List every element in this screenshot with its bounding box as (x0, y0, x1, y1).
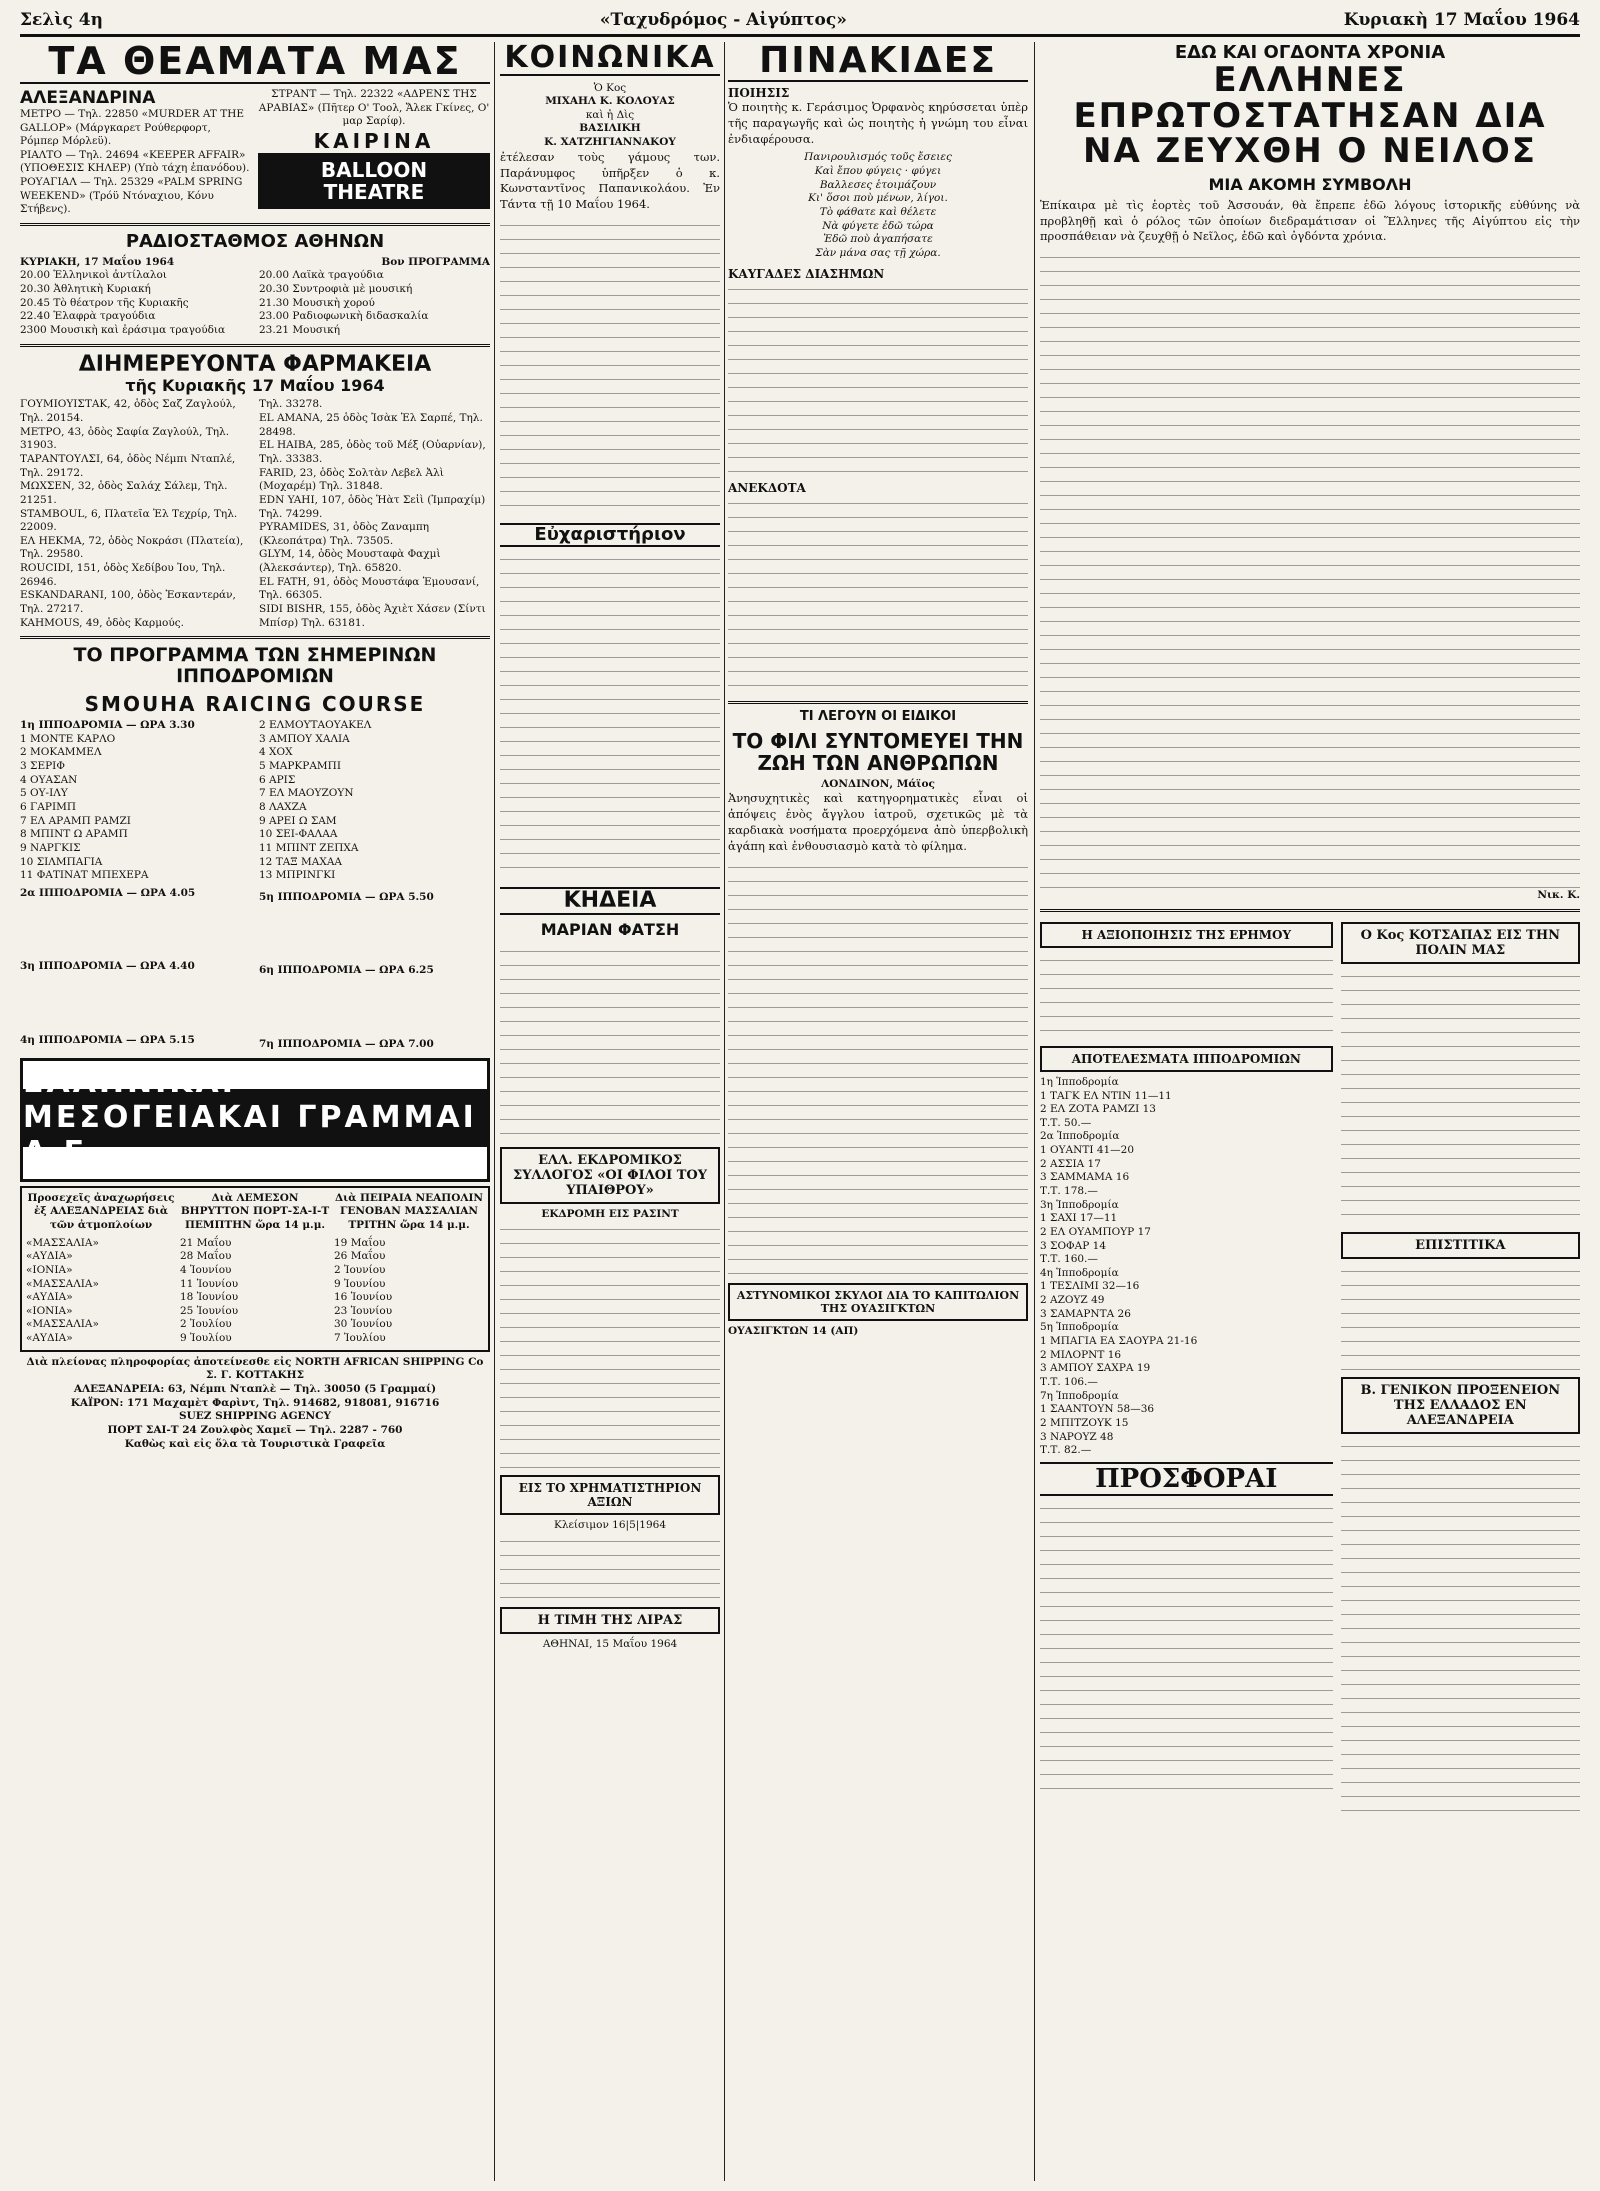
pharmacy-item: ΕΛ ΗΕΚΜΑ, 72, ὁδὸς Νοκράσι (Πλατεία), Τηλ. 29580. (20, 534, 244, 561)
ship-name: «ΑΥΔΙΑ» (26, 1332, 73, 1345)
newspaper-name: «Ταχυδρόμος - Αἰγύπτος» (599, 10, 847, 30)
race-runner: 12 ΤΑΞ ΜΑΧΑΑ (259, 855, 342, 868)
kideia-title: ΚΗΔΕΙΑ (500, 887, 720, 915)
date-list (180, 1237, 330, 1346)
pharmacy-item: PYRAMIDES, 31, ὁδὸς Ζαναμπη (Κλεοπάτρα) Τηλ. 73505. (259, 521, 430, 547)
race-runner: 5 ΟΥ-ΙΛΥ (20, 787, 68, 800)
radio-item: 20.00 Λαϊκὰ τραγούδια (259, 269, 384, 282)
nile-kicker: ΕΔΩ ΚΑΙ ΟΓΔΟΝΤΑ ΧΡΟΝΙΑ (1174, 42, 1446, 63)
body-text-block (1040, 1500, 1333, 1800)
wedding-text: ἐτέλεσαν τοὺς γάμους των. Παράνυμφος ὑπῆρξεν ὁ κ. Κωνσταντῖνος Παπανικολάου. Ἐν Τάντα τῇ 10 Μαΐου 1964. (500, 149, 720, 212)
race-heading: 5η ΙΠΠΟΔΡΟΜΙΑ — ΩΡΑ 5.50 (259, 890, 434, 903)
departure-date: 18 Ἰουνίου (180, 1291, 239, 1304)
ship-list (26, 1237, 176, 1346)
bourse-title: ΕΙΣ ΤΟ ΧΡΗΜΑΤΙΣΤΗΡΙΟΝ ΑΞΙΩΝ (500, 1475, 720, 1515)
pharmacy-item: EL HAIBA, 285, ὁδὸς τοῦ Μέξ (Οὐαρνίαν), Τηλ. 33383. (259, 439, 486, 465)
shipping-cairo: ΚΑΪΡΟΝ: 171 Μαχαμὲτ Φαρὶντ, Τηλ. 914682, 918081, 916716 (70, 1396, 440, 1409)
cinema-item: ΣΤΡΑΝΤ — Τηλ. 22322 «ΑΔΡΕΝΣ ΤΗΣ ΑΡΑΒΙΑΣ» (Πῆτερ Ο' Τοολ, Ἄλεκ Γκίνες, Ο' μαρ Σαρίφ). (258, 87, 490, 128)
shipping-address: ΑΛΕΞΑΝΔΡΕΙΑ: 63, Νέμπι Νταπλὲ — Τηλ. 30050 (5 Γραμμαί) (73, 1383, 437, 1396)
poem-line: Τὸ φάθατε καὶ θέλετε (819, 205, 937, 218)
gold-date: ΑΘΗΝΑΙ, 15 Μαΐου 1964 (542, 1638, 678, 1650)
result-row: 3 ΣΟΦΑΡ 14 (1040, 1239, 1107, 1252)
result-row: 2 ΜΠΙΤΖΟΥΚ 15 (1040, 1416, 1129, 1429)
nile-byline: Νικ. Κ. (1537, 889, 1580, 902)
nile-headline: ΕΛΛΗΝΕΣ ΕΠΡΩΤΟΣΤΑΤΗΣΑΝ ΔΙΑ ΝΑ ΖΕΥΧΘΗ Ο ΝΕΙΛΟΣ (1073, 60, 1547, 172)
result-row: 2 ΕΛ ΟΥΑΜΠΟΥΡ 17 (1040, 1225, 1151, 1238)
pharmacy-item: EL AMANA, 25 ὁδὸς Ἰσὰκ Ἐλ Σαρπέ, Τηλ. 28498. (259, 412, 483, 438)
result-row: 2 ΑΣΣΙΑ 17 (1040, 1157, 1101, 1170)
alexandria-heading: ΑΛΕΞΑΝΔΡΙΝΑ (20, 87, 156, 108)
radio-date: ΚΥΡΙΑΚΗ, 17 Μαΐου 1964 (20, 255, 175, 268)
pharmacies-title: ΔΙΗΜΕΡΕΥΟΝΤΑ ΦΑΡΜΑΚΕΙΑ (78, 351, 432, 377)
result-row: 1 ΣΑΑΝΤΟΥΝ 58—36 (1040, 1403, 1155, 1416)
race-runner: 2 ΜΟΚΑΜΜΕΛ (20, 746, 102, 759)
poem-line: Σὰν μάνα σας τῇ χώρα. (815, 246, 941, 259)
departure-date: 26 Μαΐου (334, 1250, 386, 1263)
race-runner: 7 ΕΛ ΜΑΟΥΖΟΥΝ (259, 787, 354, 800)
departure-date: 23 Ἰουνίου (334, 1304, 393, 1317)
result-row: 2 ΑΖΟΥΖ 49 (1040, 1294, 1105, 1307)
race-runner: 11 ΜΠΙΝΤ ΖΕΠΧΑ (259, 841, 359, 854)
race-runner: 1 ΜΟΝΤΕ ΚΑΡΛΟ (20, 732, 116, 745)
pharmacy-item: GLYM, 14, ὁδὸς Μουσταφὰ Φαχμὶ (Ἀλεκσάντερ), Τηλ. 65820. (259, 548, 441, 575)
kideia-name: ΜΑΡΙΑΝ ΦΑΤΣΗ (540, 920, 680, 940)
column-koinonika (500, 42, 720, 2181)
race-runner: 4 ΟΥΑΣΑΝ (20, 773, 78, 786)
shipping-company-name: ΕΛΛΗΝΙΚΑΙ ΜΕΣΟΓΕΙΑΚΑΙ ΓΡΑΜΜΑΙ Α.Ε. (23, 1089, 487, 1147)
club-subtitle: ΕΚΔΡΟΜΗ ΕΙΣ ΡΑΣΙΝΤ (541, 1207, 679, 1220)
epistolika-title: ΕΠΙΣΤΙΤΙΚΑ (1341, 1232, 1580, 1259)
result-row: 1η Ἱπποδρομία (1040, 1075, 1119, 1088)
prosfores-title: ΠΡΟΣΦΟΡΑΙ (1040, 1462, 1333, 1496)
result-row: 3η Ἱπποδρομία (1040, 1198, 1119, 1211)
shipping-port: ΠΟΡΤ ΣΑΙ-Τ 24 Ζουλφὸς Χαμεῖ — Τηλ. 2287 - 760 (107, 1423, 403, 1436)
kairina-heading: ΚΑΙΡΙΝΑ (313, 128, 435, 153)
body-text-block (1341, 968, 1580, 1228)
departure-date: 9 Ἰουλίου (180, 1332, 232, 1345)
wedding-line: Ὁ Κος (593, 81, 627, 94)
race-heading: 7η ΙΠΠΟΔΡΟΜΙΑ — ΩΡΑ 7.00 (259, 1038, 434, 1051)
schedule-col-header: Προσεχεῖς ἀναχωρήσεις ἐξ ΑΛΕΞΑΝΔΡΕΙΑΣ διὰ τῶν ἀτμοπλοίων (27, 1191, 175, 1231)
subsection-title: ΚΑΥΓΑΔΕΣ ΔΙΑΣΗΜΩΝ (728, 266, 885, 281)
race-heading: 4η ΙΠΠΟΔΡΟΜΙΑ — ΩΡΑ 5.15 (20, 1034, 195, 1047)
dateline: ΟΥΑΣΙΓΚΤΩΝ 14 (ΑΠ) (728, 1324, 859, 1337)
race-runner: 10 ΣΕΙ-ΦΑΛΑΑ (259, 828, 338, 841)
cinema-item: ΜΕΤΡΟ — Τηλ. 22850 «ΜURDER AT THE GALLOP» (Μάργκαρετ Ρούθερφορτ, Ρόμπερ Μόρλεϋ). (20, 107, 245, 148)
cinema-item: ΡΟΥΑΓΙΑΛ — Τηλ. 25329 «PALM SPRING WEEKEND» (Τρόϋ Ντόναχιου, Κόνυ Στήβενς). (20, 176, 243, 216)
race-runner: 3 ΑΜΠΟΥ ΧΑΛΙΑ (259, 732, 350, 745)
pharmacy-item: STAMBOUL, 6, Πλατεῖα Ἐλ Τεχρίρ, Τηλ. 22009. (20, 507, 238, 534)
wedding-line: ΜΙΧΑΗΛ Κ. ΚΟΛΟΥΑΣ (545, 95, 675, 108)
departure-date: 25 Ἰουνίου (180, 1304, 239, 1317)
body-text-block (728, 495, 1028, 695)
club-title: ΕΛΛ. ΕΚΔΡΟΜΙΚΟΣ ΣΥΛΛΟΓΟΣ «ΟΙ ΦΙΛΟΙ ΤΟΥ ΥΠΑΙΘΡΟΥ» (500, 1147, 720, 1204)
column-rule (1034, 42, 1035, 2181)
wedding-line: καὶ ἡ Δὶς (585, 108, 635, 121)
wedding-line: Κ. ΧΑΤΖΗΓΙΑΝΝΑΚΟΥ (544, 136, 676, 149)
result-row: 1 ΤΕΣΛΙΜΙ 32—16 (1040, 1280, 1140, 1293)
racing-club: SMOUHA RAICING COURSE (84, 692, 426, 717)
race-runner: 13 ΜΠΡΙΝΓΚΙ (259, 869, 336, 882)
departure-date: 2 Ἰουνίου (334, 1263, 386, 1276)
radio-item: 2300 Μουσικὴ καὶ ἐράσιμα τραγούδια (20, 324, 226, 337)
pharmacies-subtitle: τῆς Κυριακῆς 17 Μαΐου 1964 (125, 375, 385, 395)
subsection-title: ΑΝΕΚΔΟΤΑ (728, 480, 806, 495)
gold-title: Η ΤΙΜΗ ΤΗΣ ΛΙΡΑΣ (500, 1607, 720, 1634)
radio-item: 23.21 Μουσική (259, 324, 340, 337)
pharmacy-item: ROUCIDI, 151, ὁδὸς Χεδίβου Ἰου, Τηλ. 26946. (20, 562, 226, 588)
result-row: 1 ΤΑΓΚ ΕΛ ΝΤΙΝ 11—11 (1040, 1089, 1172, 1102)
body-text-block (500, 1533, 720, 1603)
race-runner: 4 ΧΟΧ (259, 746, 293, 759)
shipping-agent-name: Σ. Γ. ΚΟΤΤΑΚΗΣ (205, 1369, 305, 1382)
pharmacy-item: EL FATH, 91, ὁδὸς Μουστάφα Ἐμουσανί, Τηλ. 66305. (259, 575, 480, 602)
result-row: 7η Ἱπποδρομία (1040, 1389, 1119, 1402)
radio-item: 20.00 Ἑλληνικοὶ ἀντίλαλοι (20, 269, 167, 282)
race-runner: 6 ΑΡΙΣ (259, 773, 296, 786)
result-row: Τ.Τ. 178.— (1040, 1185, 1098, 1197)
kotsapas-title: Ο Κος ΚΟΤΣΑΠΑΣ ΕΙΣ ΤΗΝ ΠΟΛΙΝ ΜΑΣ (1341, 922, 1580, 964)
police-dogs-headline: ΑΣΤΥΝΟΜΙΚΟΙ ΣΚΥΛΟΙ ΔΙΑ ΤΟ ΚΑΠΙΤΩΛΙΟΝ ΤΗΣ ΟΥΑΣΙΓΚΤΩΝ (728, 1283, 1028, 1321)
nile-article-text: Ἐπίκαιρα μὲ τὶς ἑορτὲς τοῦ Ἀσσουάν, θὰ ἔπρεπε ἐδῶ λόγους ἱστορικῆς εὐθύνης νὰ προβληθῇ καὶ ὁ ρόλος τῶν ὁποίων διεδραμάτισαν οἱ Ἕλληνες τῆς Αἰγύπτου εἰς τὴν προσπάθειαν νὰ ζευχθῇ ὁ Νεῖλος, ἐδῶ καὶ ὀγδόντα χρόνια. (1040, 197, 1580, 244)
pharmacy-item: EDN YAHI, 107, ὁδὸς Ἡὰτ Σεἰὶ (Ἰμπραχίμ) Τηλ. 74299. (259, 493, 486, 520)
ship-name: «ΜΑΣΣΑΛΙΑ» (26, 1236, 99, 1249)
radio-item: 20.30 Συντροφιὰ μὲ μουσική (259, 283, 413, 296)
departure-date: 28 Μαΐου (180, 1250, 232, 1263)
result-row: 5η Ἱπποδρομία (1040, 1321, 1119, 1334)
radio-title: ΡΑΔΙΟΣΤΑΘΜΟΣ ΑΘΗΝΩΝ (125, 231, 385, 253)
radio-program-label: Βον ΠΡΟΓΡΑΜΜΑ (381, 255, 490, 268)
body-text-block (1040, 952, 1333, 1042)
pharmacy-item: FARID, 23, ὁδὸς Σολτὰν Λεβελ Ἀλὶ (Μοχαρέμ) Τηλ. 31848. (259, 466, 444, 493)
radio-item: 23.00 Ραδιοφωνικὴ διδασκαλία (259, 310, 429, 323)
section-title-koinonika: ΚΟΙΝΩΝΙΚΑ (500, 42, 720, 76)
shipping-schedule (20, 1186, 490, 1352)
dateline: ΛΟΝΔΙΝΟΝ, Μάϊος (821, 777, 935, 790)
ship-name: «ΙΟΝΙΑ» (26, 1304, 73, 1317)
shipping-agent: Διὰ πλείονας πληροφορίας ἀποτείνεσθε εἰς NORTH AFRICAN SHIPPING Co (26, 1355, 484, 1368)
body-text-block (728, 859, 1028, 1279)
poem-line: Νὰ φύγετε ἐδῶ τώρα (822, 219, 934, 232)
race-runner: 9 ΑΡΕΙ Ω ΣΑΜ (259, 814, 337, 827)
race-runner: 3 ΣΕΡΙΦ (20, 760, 65, 773)
departure-date: 19 Μαΐου (334, 1236, 386, 1249)
body-text-block (500, 217, 720, 517)
result-row: Τ.Τ. 106.— (1040, 1375, 1098, 1388)
race-heading: 1η ΙΠΠΟΔΡΟΜΙΑ — ΩΡΑ 3.30 (20, 719, 195, 732)
column-pinakides (728, 42, 1028, 2181)
schedule-col-header: Διὰ ΛΕΜΕΣΟΝ ΒΗΡΥΤΤΟΝ ΠΟΡΤ-ΣΑ-Ι-Τ ΠΕΜΠΤΗΝ ὥρα 14 μ.μ. (180, 1191, 330, 1231)
poem-line: Βαλλεσες ἑτοιμάζουν (819, 178, 937, 191)
result-row: Τ.Τ. 50.— (1040, 1116, 1092, 1129)
divider (20, 344, 490, 347)
race-runner: 10 ΣΙΛΜΠΑΓΙΑ (20, 855, 103, 868)
departure-date: 4 Ἰουνίου (180, 1263, 232, 1276)
ship-name: «ΑΥΔΙΑ» (26, 1250, 73, 1263)
results-list (1040, 1076, 1333, 1458)
result-row: Τ.Τ. 82.— (1040, 1444, 1092, 1457)
article-text: Ὁ ποιητὴς κ. Γεράσιμος Ὀρφανὸς κηρύσσεται ὑπὲρ τῆς παραγωγῆς καὶ ὡς ποιητὴς ἡ γνώμη του εἶναι ἐνδιαφέρουσα. (728, 99, 1028, 146)
poem-line: Πανιρουλισμός τοῦς ἔσειες (804, 151, 952, 164)
divider (20, 223, 490, 226)
departure-date: 9 Ἰουνίου (334, 1277, 386, 1290)
nile-subhead: ΜΙΑ ΑΚΟΜΗ ΣΥΜΒΟΛΗ (1208, 175, 1412, 195)
radio-item: 20.30 Ἀθλητικὴ Κυριακή (20, 283, 151, 296)
race-runner: 2 ΕΛΜΟΥΤΑΟΥΑΚΕΛ (259, 719, 372, 732)
pharmacy-item: ESKANDARANI, 100, ὁδὸς Ἐσκαντεράν, Τηλ. 27217. (20, 589, 236, 616)
race-heading: 6η ΙΠΠΟΔΡΟΜΙΑ — ΩΡΑ 6.25 (259, 964, 434, 977)
result-row: 3 ΑΜΠΟΥ ΣΑΧΡΑ 19 (1040, 1362, 1151, 1375)
page-header (20, 6, 1580, 37)
section-title-theamata: ΤΑ ΘΕΑΜΑΤΑ ΜΑΣ (20, 42, 490, 84)
body-text-block (500, 1221, 720, 1471)
poem-line: Κι' ὅσοι ποὺ μένων, λίγοι. (808, 192, 948, 205)
thanks-title: Εὐχαριστήριον (500, 523, 720, 547)
ship-name: «ΙΟΝΙΑ» (26, 1263, 73, 1276)
pharmacy-item: ΤΑΡΑΝΤΟΥΛΣΙ, 64, ὁδὸς Νέμπι Νταπλέ, Τηλ. 29172. (20, 453, 236, 479)
eremos-title: Η ΑΞΙΟΠΟΙΗΣΙΣ ΤΗΣ ΕΡΗΜΟΥ (1040, 922, 1333, 948)
poem-line: Ἐδῶ ποὺ ἀγαπήσατε (823, 233, 933, 246)
column-rule (724, 42, 725, 2181)
race-runner: 8 ΛΑΧΖΑ (259, 800, 307, 813)
departure-date: 7 Ἰουλίου (334, 1332, 386, 1345)
result-row: 3 ΣΑΜΜΑΜΑ 16 (1040, 1171, 1130, 1184)
departure-date: 11 Ἰουνίου (180, 1277, 239, 1290)
ship-name: «ΑΥΔΙΑ» (26, 1291, 73, 1304)
poem-line: Καὶ ἔπου φύγεις · φύγει (814, 165, 942, 178)
race-heading: 2α ΙΠΠΟΔΡΟΜΙΑ — ΩΡΑ 4.05 (20, 886, 196, 899)
column-theamata (20, 42, 490, 2181)
result-row: 2 ΜΙΛΟΡΝΤ 16 (1040, 1348, 1122, 1361)
ship-name: «ΜΑΣΣΑΛΙΑ» (26, 1318, 99, 1331)
issue-date: Κυριακὴ 17 Μαΐου 1964 (1343, 10, 1580, 30)
body-text-block (728, 281, 1028, 481)
body-text-block (1341, 1438, 1580, 1818)
departure-date: 2 Ἰουλίου (180, 1318, 232, 1331)
race-runner: 6 ΓΑΡΙΜΠ (20, 800, 77, 813)
date-list (334, 1237, 484, 1346)
shipping-footer: Καθὼς καὶ εἰς ὅλα τὰ Τουριστικὰ Γραφεῖα (124, 1437, 386, 1450)
pharmacy-item: ΓΟΥΜΙΟΥΙΣΤΑΚ, 42, ὁδὸς Σαζ Ζαγλούλ, Τηλ. 20154. (20, 398, 236, 425)
proxeneio-title: Β. ΓΕΝΙΚΟΝ ΠΡΟΞΕΝΕΙΟΝ ΤΗΣ ΕΛΛΑΔΟΣ ΕΝ ΑΛΕΞΑΝΔΡΕΙΑ (1341, 1377, 1580, 1434)
cinema-item: ΡΙΑΛΤΟ — Τηλ. 24694 «KEEPER AFFAIR» (ΥΠΟΘΕΣΙΣ ΚΗΛΕΡ) (Υπὸ τάχη ἐπανόδου). (20, 148, 250, 175)
pharmacy-item: ΜΕΤΡΟ, 43, ὁδὸς Σαφία Ζαγλούλ, Τηλ. 31903. (20, 425, 230, 452)
race-heading: 3η ΙΠΠΟΔΡΟΜΙΑ — ΩΡΑ 4.40 (20, 960, 195, 973)
schedule-col-header: Διὰ ΠΕΙΡΑΙΑ ΝΕΑΠΟΛΙΝ ΓΕΝΟΒΑΝ ΜΑΣΣΑΛΙΑΝ ΤΡΙΤΗΝ ὥρα 14 μ.μ. (334, 1191, 483, 1231)
racing-title: ΤΟ ΠΡΟΓΡΑΜΜΑ ΤΩΝ ΣΗΜΕΡΙΝΩΝ ΙΠΠΟΔΡΟΜΙΩΝ (73, 644, 437, 688)
shipping-suez: SUEZ SHIPPING AGENCY (179, 1410, 331, 1423)
article-text: Ἀνησυχητικὲς καὶ κατηγορηματικὲς εἶναι οἱ ἀπόψεις ἑνὸς ἄγγλου ἰατροῦ, σχετικῶς μὲ τὰ καρδιακὰ νοσήματα προερχόμενα ἀπὸ ὑπερβολικὴ ἀγάπη καὶ ἐνθουσιασμὸ κατὰ τὸ φίλημα. (728, 791, 1028, 854)
body-text-block (500, 943, 720, 1143)
result-row: 1 ΟΥΑΝΤΙ 41—20 (1040, 1144, 1135, 1157)
divider (1040, 909, 1580, 912)
divider (728, 701, 1028, 704)
subsection-title: ΠΟΙΗΣΙΣ (728, 85, 790, 100)
pharmacy-item: SIDI BISHR, 155, ὁδὸς Ἀχιὲτ Χάσεν (Σίντι Μπίσρ) Τηλ. 63181. (259, 603, 486, 629)
pharmacy-item: KAHMOUS, 49, ὁδὸς Καρμούς. (20, 616, 184, 629)
departure-date: 16 Ἰουνίου (334, 1291, 393, 1304)
departure-date: 21 Μαΐου (180, 1236, 232, 1249)
divider (20, 636, 490, 639)
result-row: 3 ΝΑΡΟΥΖ 48 (1040, 1430, 1114, 1443)
experts-headline: ΤΟ ΦΙΛΙ ΣΥΝΤΟΜΕΥΕΙ ΤΗΝ ΖΩΗ ΤΩΝ ΑΝΘΡΩΠΩΝ (732, 728, 1024, 775)
radio-item: 22.40 Ἑλαφρὰ τραγούδια (20, 310, 156, 323)
ship-name: «ΜΑΣΣΑΛΙΑ» (26, 1277, 99, 1290)
body-text-block (1040, 249, 1580, 889)
result-row: 2 ΕΛ ΖΟΤΑ ΡΑΜΖΙ 13 (1040, 1103, 1156, 1116)
body-text-block (500, 551, 720, 881)
bourse-date: Κλείσιμον 16|5|1964 (553, 1519, 667, 1532)
experts-kicker: ΤΙ ΛΕΓΟΥΝ ΟΙ ΕΙΔΙΚΟΙ (799, 708, 957, 724)
result-row: 3 ΣΑΜΑΡΝΤΑ 26 (1040, 1307, 1131, 1320)
balloon-theatre-ad: BALLOON THEATRE (258, 153, 490, 209)
result-row: 1 ΜΠΑΓΙΑ ΕΑ ΣΑΟΥΡΑ 21-16 (1040, 1335, 1198, 1348)
shipping-ad-banner (20, 1058, 490, 1182)
page-number: Σελὶς 4η (20, 10, 103, 30)
results-title: ΑΠΟΤΕΛΕΣΜΑΤΑ ΙΠΠΟΔΡΟΜΙΩΝ (1040, 1046, 1333, 1072)
section-title-pinakides: ΠΙΝΑΚΙΔΕΣ (728, 42, 1028, 82)
race-runner: 11 ΦΑΤΙΝΑΤ ΜΠΕΧΕΡΑ (20, 869, 149, 882)
column-nile (1040, 42, 1580, 2181)
wedding-line: ΒΑΣΙΛΙΚΗ (579, 122, 641, 135)
result-row: 1 ΣΑΧΙ 17—11 (1040, 1212, 1118, 1225)
pharmacy-item: Τηλ. 33278. (259, 398, 323, 411)
race-runner: 7 ΕΛ ΑΡΑΜΠ ΡΑΜΖΙ (20, 814, 131, 827)
race-runner: 5 ΜΑΡΚΡΑΜΠΙ (259, 760, 341, 773)
body-text-block (1341, 1263, 1580, 1373)
result-row: 2α Ἱπποδρομία (1040, 1130, 1120, 1143)
departure-date: 30 Ἰουνίου (334, 1318, 393, 1331)
race-runner: 8 ΜΠΙΝΤ Ω ΑΡΑΜΠ (20, 828, 128, 841)
pharmacy-item: ΜΩΧΣΕΝ, 32, ὁδὸς Σαλάχ Σάλεμ, Τηλ. 21251. (20, 480, 228, 506)
radio-item: 21.30 Μουσικὴ χορού (259, 296, 375, 309)
result-row: 4η Ἱπποδρομία (1040, 1266, 1119, 1279)
result-row: Τ.Τ. 160.— (1040, 1253, 1098, 1266)
column-rule (494, 42, 495, 2181)
race-runner: 9 ΝΑΡΓΚΙΣ (20, 841, 81, 854)
radio-item: 20.45 Τὸ θέατρον τῆς Κυριακῆς (20, 296, 189, 309)
